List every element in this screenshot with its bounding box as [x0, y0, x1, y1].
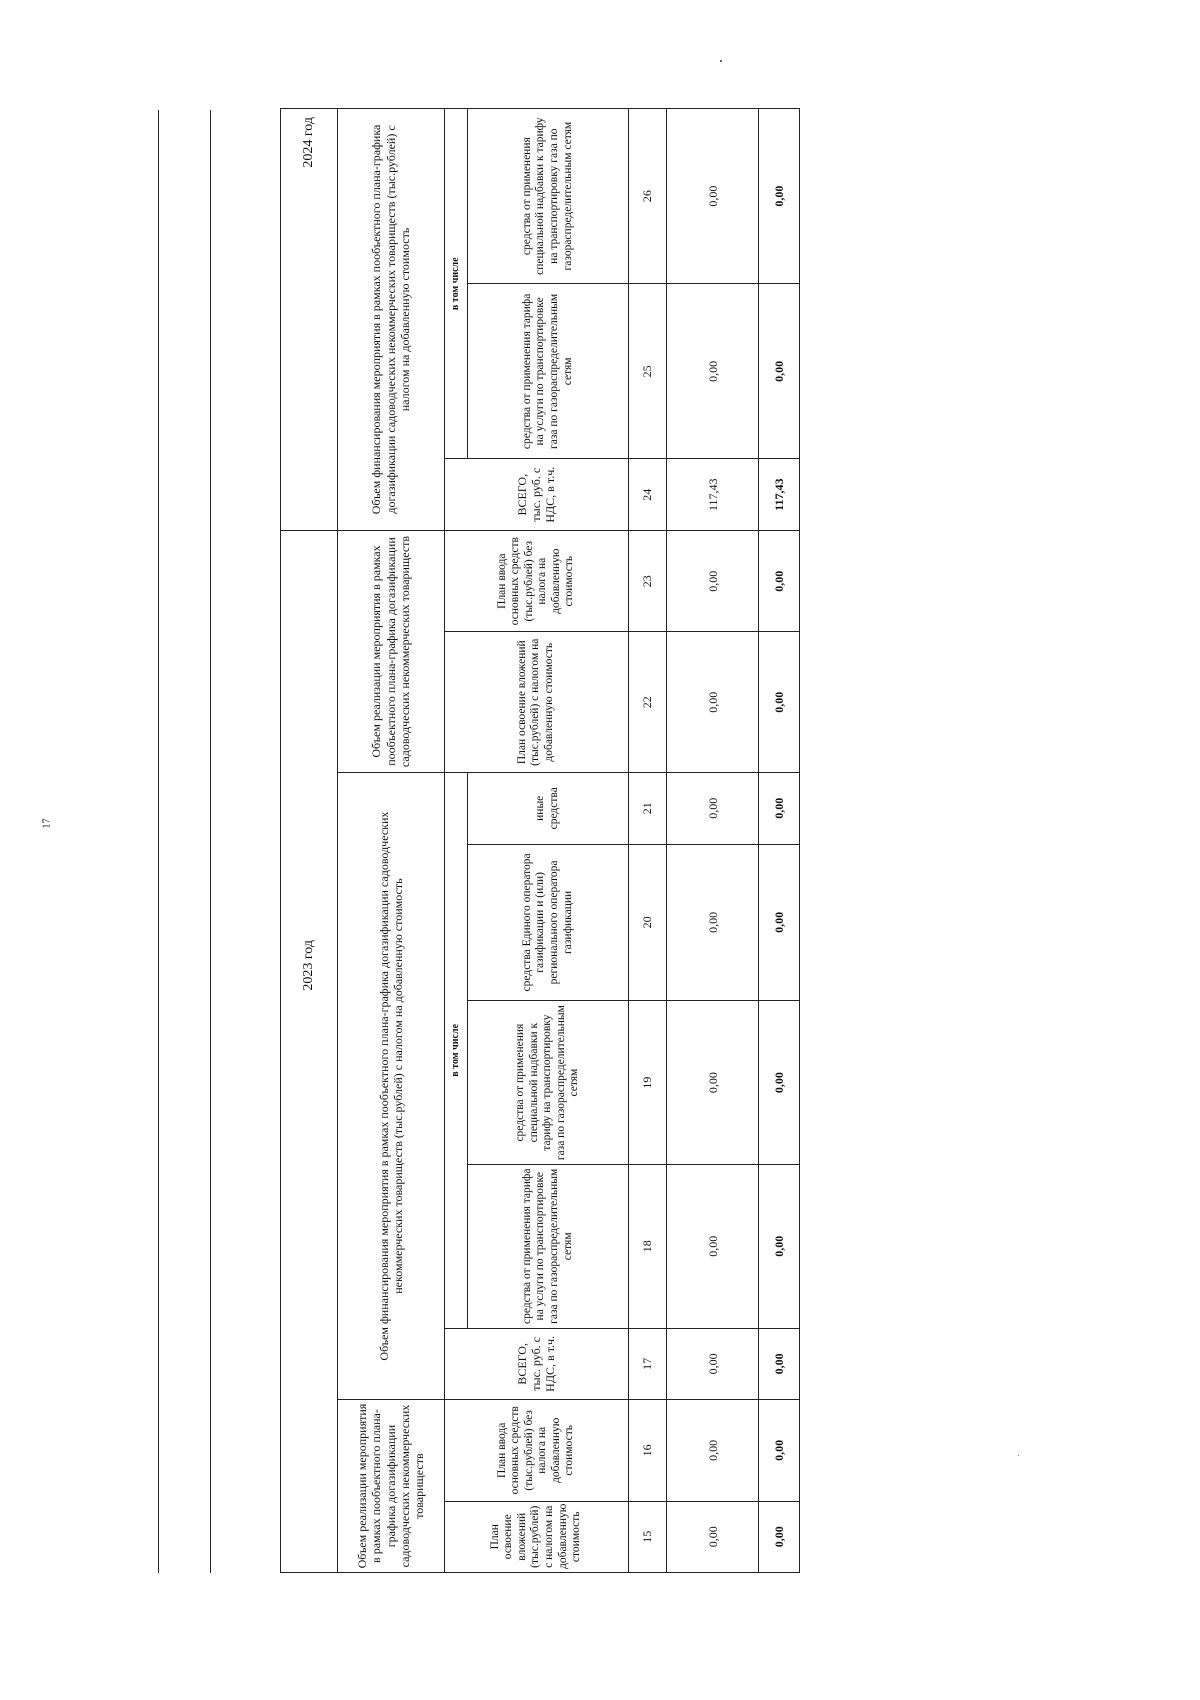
data-cell: 0,00 — [667, 632, 759, 773]
page-number: 17 — [41, 818, 53, 829]
sub-group-row — [444, 109, 468, 1573]
col-number: 18 — [628, 1164, 667, 1328]
rotated-table-sheet — [280, 108, 800, 1573]
year-cell-empty — [281, 1400, 338, 1573]
col-18-header: средства от применения тарифа на услуги по транспортировке газа по газораспределительным сетям — [468, 1164, 629, 1328]
col-20-header: средства Единого оператора газификации и (или) регионального оператора газификации — [468, 844, 629, 1001]
group-row — [337, 109, 444, 1573]
group-realization-2024: Объем реализации мероприятия в рамках пообъектного плана-графика догазификации садоводческих некоммерческих товариществ — [337, 530, 444, 772]
col-number: 15 — [628, 1501, 667, 1572]
in-that-number-2024: в том числе — [444, 109, 468, 459]
data-cell: 0,00 — [667, 530, 759, 631]
total-cell: 0,00 — [759, 632, 800, 773]
data-cell: 0,00 — [667, 1501, 759, 1572]
in-that-number-2023: в том числе — [444, 773, 468, 1329]
total-cell: 0,00 — [759, 284, 800, 459]
total-row — [759, 109, 800, 1573]
column-number-row — [628, 109, 667, 1573]
total-cell: 0,00 — [759, 1328, 800, 1399]
margin-rule — [158, 110, 159, 1573]
col-number: 19 — [628, 1001, 667, 1165]
data-cell: 0,00 — [667, 773, 759, 844]
data-cell: 0,00 — [667, 1001, 759, 1165]
data-cell: 0,00 — [667, 284, 759, 459]
col-22-header: План освоение вложений (тыс.рублей) с налогом на добавленную стоимость — [444, 632, 628, 773]
col-25-header: средства от применения тарифа на услуги по транспортировке газа по газораспределительным сетям — [468, 284, 629, 459]
col-number: 22 — [628, 632, 667, 773]
year-2023: 2023 год — [281, 530, 338, 1399]
data-cell: 0,00 — [667, 844, 759, 1001]
scan-speck — [720, 60, 722, 62]
col-number: 20 — [628, 844, 667, 1001]
margin-rule — [210, 110, 211, 1573]
total-cell: 0,00 — [759, 1001, 800, 1165]
total-cell: 0,00 — [759, 773, 800, 844]
group-financing-2023: Объем финансирования мероприятия в рамках пообъектного плана-графика догазификации садоводческих некоммерческих товариществ (тыс.рублей) с налогом на добавленную стоимость — [337, 773, 444, 1400]
total-cell: 0,00 — [759, 1164, 800, 1328]
col-number: 26 — [628, 109, 667, 284]
col-23-header: План ввода основных средств (тыс.рублей) без налога на добавленную стоимость — [444, 530, 628, 631]
col-number: 16 — [628, 1400, 667, 1501]
col-19-header: средства от применения специальной надбавки к тарифу на транспортировку газа по газораспределительным сетям — [468, 1001, 629, 1165]
col-16-header: План ввода основных средств (тыс.рублей) без налога на добавленную стоимость — [444, 1400, 628, 1501]
financing-table — [280, 108, 800, 1573]
data-cell: 0,00 — [667, 109, 759, 284]
total-cell: 0,00 — [759, 1400, 800, 1501]
data-cell: 0,00 — [667, 1328, 759, 1399]
col-24-header: ВСЕГО, тыс. руб. с НДС, в т.ч. — [444, 459, 628, 530]
col-number: 21 — [628, 773, 667, 844]
total-cell: 0,00 — [759, 109, 800, 284]
scan-speck — [1018, 1455, 1019, 1456]
year-row — [281, 109, 338, 1573]
group-realization-2023: Объем реализации мероприятия в рамках пообъектного плана-графика догазификации садоводческих некоммерческих товариществ — [337, 1400, 444, 1573]
col-17-header: ВСЕГО, тыс. руб. с НДС, в т.ч. — [444, 1328, 628, 1399]
data-cell: 117,43 — [667, 459, 759, 530]
col-15-header: План освоение вложений (тыс.рублей) с налогом на добавленную стоимость — [444, 1501, 628, 1572]
col-number: 17 — [628, 1328, 667, 1399]
col-21-header: иные средства — [468, 773, 629, 844]
data-cell: 0,00 — [667, 1164, 759, 1328]
data-cell: 0,00 — [667, 1400, 759, 1501]
total-cell: 117,43 — [759, 459, 800, 530]
col-number: 25 — [628, 284, 667, 459]
total-cell: 0,00 — [759, 1501, 800, 1572]
year-2024: 2024 год — [281, 109, 338, 531]
group-financing-2024: Объем финансирования мероприятия в рамках пообъектного плана-графика догазификации садоводческих некоммерческих товариществ (тыс.рублей) с налогом на добавленную стоимость — [337, 109, 444, 531]
total-cell: 0,00 — [759, 530, 800, 631]
data-row — [667, 109, 759, 1573]
col-number: 23 — [628, 530, 667, 631]
col-26-header: средства от применения специальной надбавки к тарифу на транспортировку газа по газораспределительным сетям — [468, 109, 629, 284]
col-number: 24 — [628, 459, 667, 530]
total-cell: 0,00 — [759, 844, 800, 1001]
